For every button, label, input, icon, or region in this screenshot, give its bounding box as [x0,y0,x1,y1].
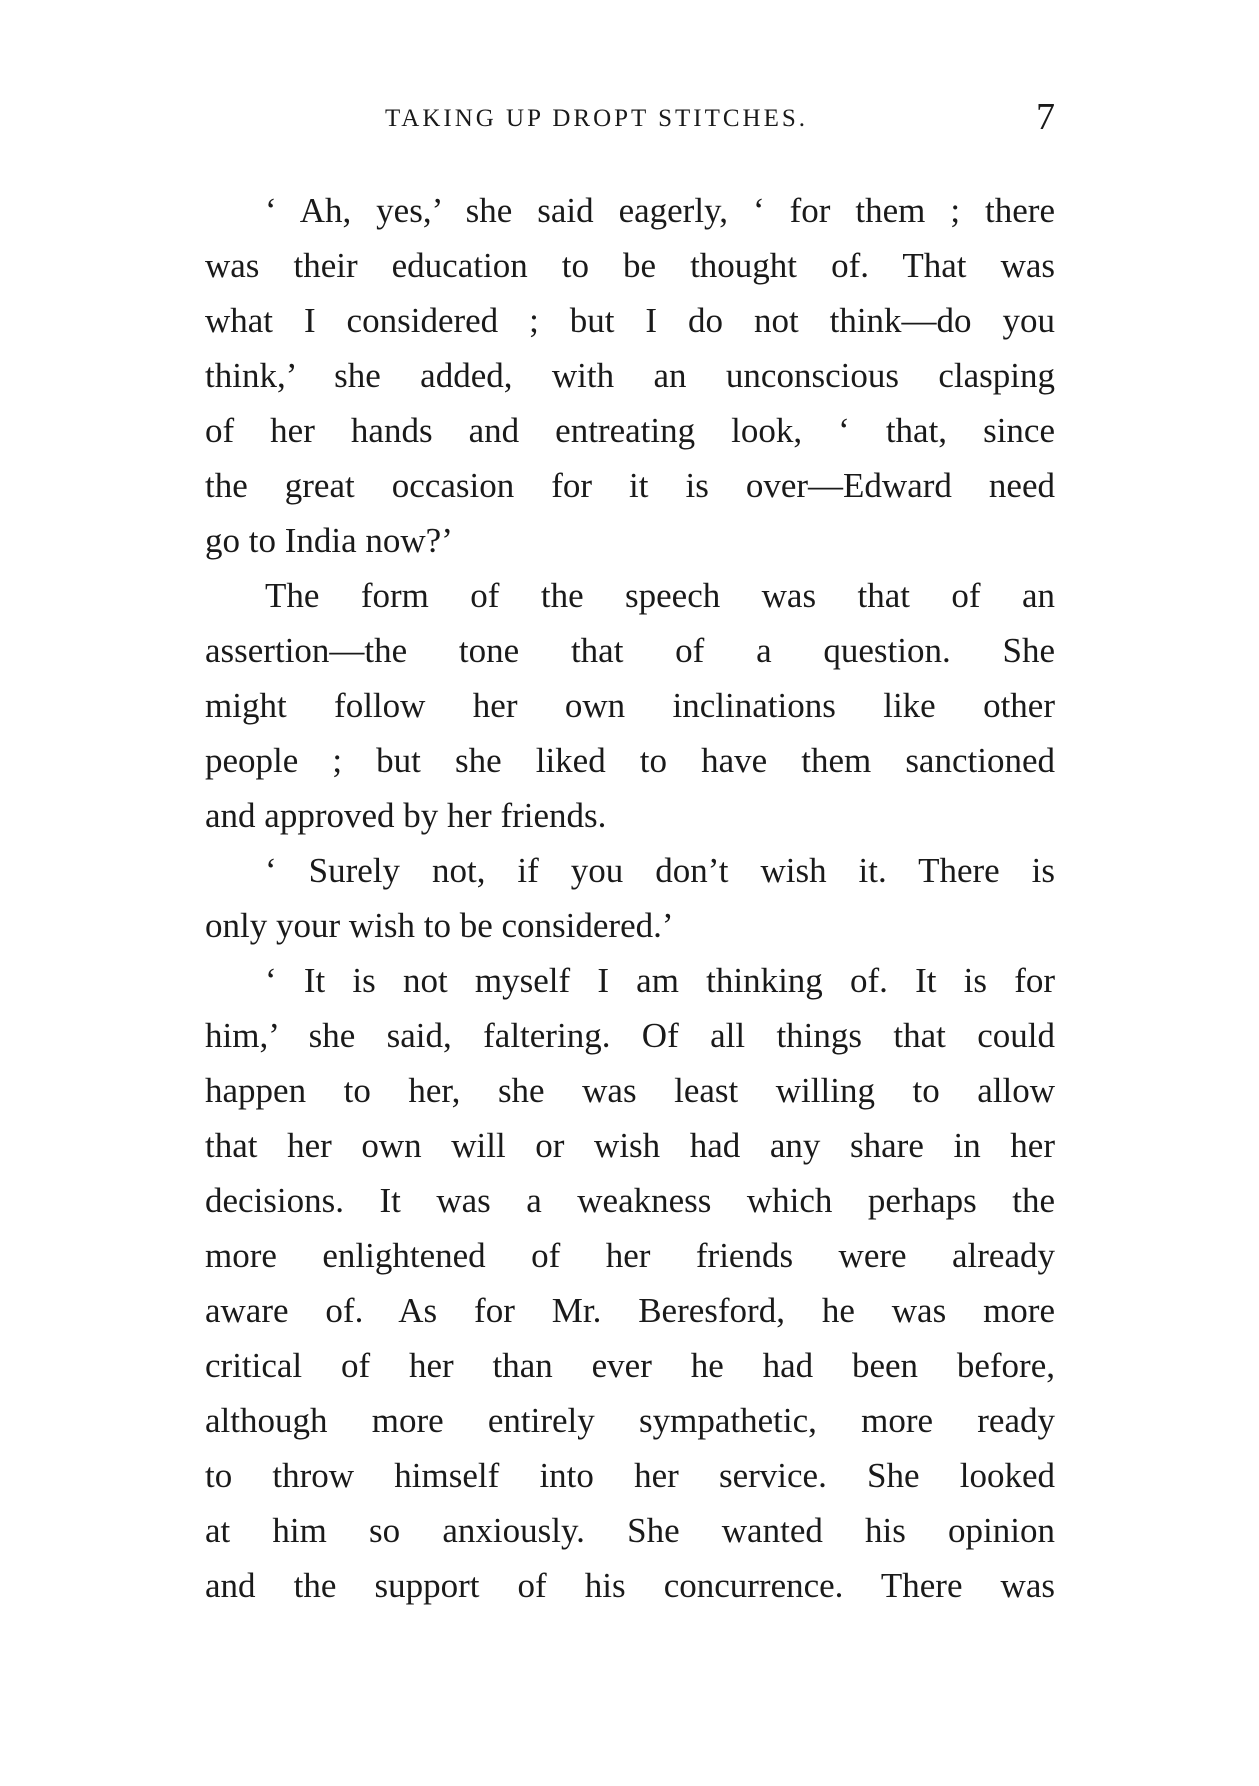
text-line: at him so anxiously. She wanted his opinion [205,1511,1055,1550]
text-line: the great occasion for it is over—Edward need [205,466,1055,505]
body-text [205,183,1055,1613]
text-line: was their education to be thought of. That was [205,246,1055,285]
text-line: although more entirely sympathetic, more ready [205,1401,1055,1440]
text-line: of her hands and entreating look, ‘ that, since [205,411,1055,450]
text-line: critical of her than ever he had been before, [205,1346,1055,1385]
text-line: The form of the speech was that of an [265,576,1055,615]
text-line: might follow her own inclinations like other [205,686,1055,725]
text-line: ‘ It is not myself I am thinking of. It is for [265,961,1055,1000]
text-line: only your wish to be considered.’ [205,906,674,945]
text-line: ‘ Ah, yes,’ she said eagerly, ‘ for them ; there [265,191,1055,230]
text-line: more enlightened of her friends were already [205,1236,1055,1275]
text-line: him,’ she said, faltering. Of all things that could [205,1016,1055,1055]
text-line: that her own will or wish had any share in her [205,1126,1055,1165]
text-line: ‘ Surely not, if you don’t wish it. There is [265,851,1055,890]
text-line: to throw himself into her service. She looked [205,1456,1055,1495]
text-line: and approved by her friends. [205,796,607,835]
text-line: happen to her, she was least willing to allow [205,1071,1055,1110]
text-line: decisions. It was a weakness which perhaps the [205,1181,1055,1220]
text-line: and the support of his concurrence. There was [205,1566,1055,1605]
text-line: go to India now?’ [205,521,453,560]
page-number: 7 [1036,96,1055,138]
running-head [205,95,1055,145]
text-line: assertion—the tone that of a question. She [205,631,1055,670]
text-line: what I considered ; but I do not think—do you [205,301,1055,340]
text-line: aware of. As for Mr. Beresford, he was more [205,1291,1055,1330]
text-line: people ; but she liked to have them sanctioned [205,741,1055,780]
text-line: think,’ she added, with an unconscious clasping [205,356,1055,395]
running-title: TAKING UP DROPT STITCHES. [385,105,809,132]
